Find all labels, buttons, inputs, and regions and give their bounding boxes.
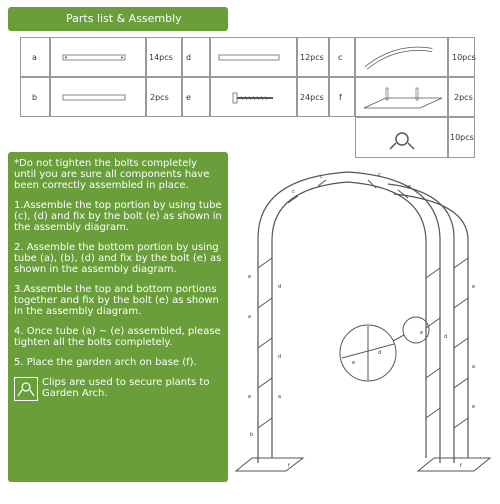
clip-icon xyxy=(14,377,38,401)
cell-image-f xyxy=(355,77,448,117)
svg-text:d: d xyxy=(444,334,448,340)
detail-circle-small xyxy=(403,317,429,343)
cell-qty-c: 10pcs xyxy=(448,37,475,77)
svg-text:a: a xyxy=(472,364,476,370)
tube-a-image xyxy=(51,38,147,78)
instructions-panel xyxy=(8,152,228,482)
base-f-image xyxy=(356,78,449,118)
tube-d-image xyxy=(211,38,298,78)
tube-b-image xyxy=(51,78,147,118)
svg-text:e: e xyxy=(352,360,356,366)
svg-text:f: f xyxy=(460,463,462,469)
cell-letter-a: a xyxy=(20,37,50,77)
bolt-e-image xyxy=(211,78,298,118)
svg-text:a: a xyxy=(278,394,282,400)
clip-image xyxy=(356,118,449,159)
step-3: 3.Assemble the top and bottom portions together and fix by the bolt (e) as shown in the assembly diagram. xyxy=(14,284,219,317)
cell-qty-a: 14pcs xyxy=(146,37,182,77)
cell-letter-d: d xyxy=(182,37,210,77)
svg-text:e: e xyxy=(248,274,252,280)
svg-text:d: d xyxy=(378,350,382,356)
step-2: 2. Assemble the bottom portion by using tube (a), (b), (d) and fix by the bolt (e) as shown in the assembly diagram. xyxy=(14,242,222,275)
svg-text:c: c xyxy=(292,189,295,195)
cell-image-e xyxy=(210,77,297,117)
svg-text:d: d xyxy=(278,354,282,360)
cell-qty-d: 12pcs xyxy=(297,37,329,77)
cell-image-clip xyxy=(355,117,448,158)
cell-qty-e: 24pcs xyxy=(297,77,329,117)
svg-text:f: f xyxy=(288,463,290,469)
cell-letter-c: c xyxy=(329,37,355,77)
base-left xyxy=(236,458,303,471)
clips-note: Clips are used to secure plants to Garden Arch. xyxy=(42,377,210,399)
step-4: 4. Once tube (a) ~ (e) assembled, please tighten all the bolts completely. xyxy=(14,326,221,348)
tube-c-image xyxy=(356,38,449,78)
svg-text:a: a xyxy=(248,314,252,320)
garden-arch-drawing xyxy=(228,158,500,500)
svg-text:e: e xyxy=(248,394,252,400)
cell-image-a xyxy=(50,37,146,77)
cell-image-b xyxy=(50,77,146,117)
cell-qty-b: 2pcs xyxy=(146,77,182,117)
svg-text:c: c xyxy=(378,172,381,178)
warning-note: *Do not tighten the bolts completely until you are sure all components have been correctly assembled in place. xyxy=(14,158,210,191)
clips-note-row xyxy=(14,377,222,401)
cell-qty-clip: 10pcs xyxy=(448,117,475,158)
step-5: 5. Place the garden arch on base (f). xyxy=(14,357,197,368)
cell-image-d xyxy=(210,37,297,77)
cell-letter-b: b xyxy=(20,77,50,117)
svg-text:e: e xyxy=(408,184,412,190)
parts-table xyxy=(20,37,475,158)
cell-image-c xyxy=(355,37,448,77)
title-text: Parts list & Assembly xyxy=(66,12,182,25)
svg-text:c: c xyxy=(320,174,323,180)
svg-text:e: e xyxy=(420,330,424,336)
svg-text:e: e xyxy=(472,284,476,290)
step-1: 1.Assemble the top portion by using tube (c), (d) and fix by the bolt (e) as shown in the assembly diagram. xyxy=(14,200,222,233)
assembly-diagram xyxy=(228,158,500,500)
cell-letter-f: f xyxy=(329,77,355,117)
cell-letter-e: e xyxy=(182,77,210,117)
svg-text:b: b xyxy=(250,432,254,438)
svg-text:d: d xyxy=(278,284,282,290)
parts-list-title xyxy=(8,7,228,31)
svg-text:e: e xyxy=(472,404,476,410)
cell-qty-f: 2pcs xyxy=(448,77,475,117)
